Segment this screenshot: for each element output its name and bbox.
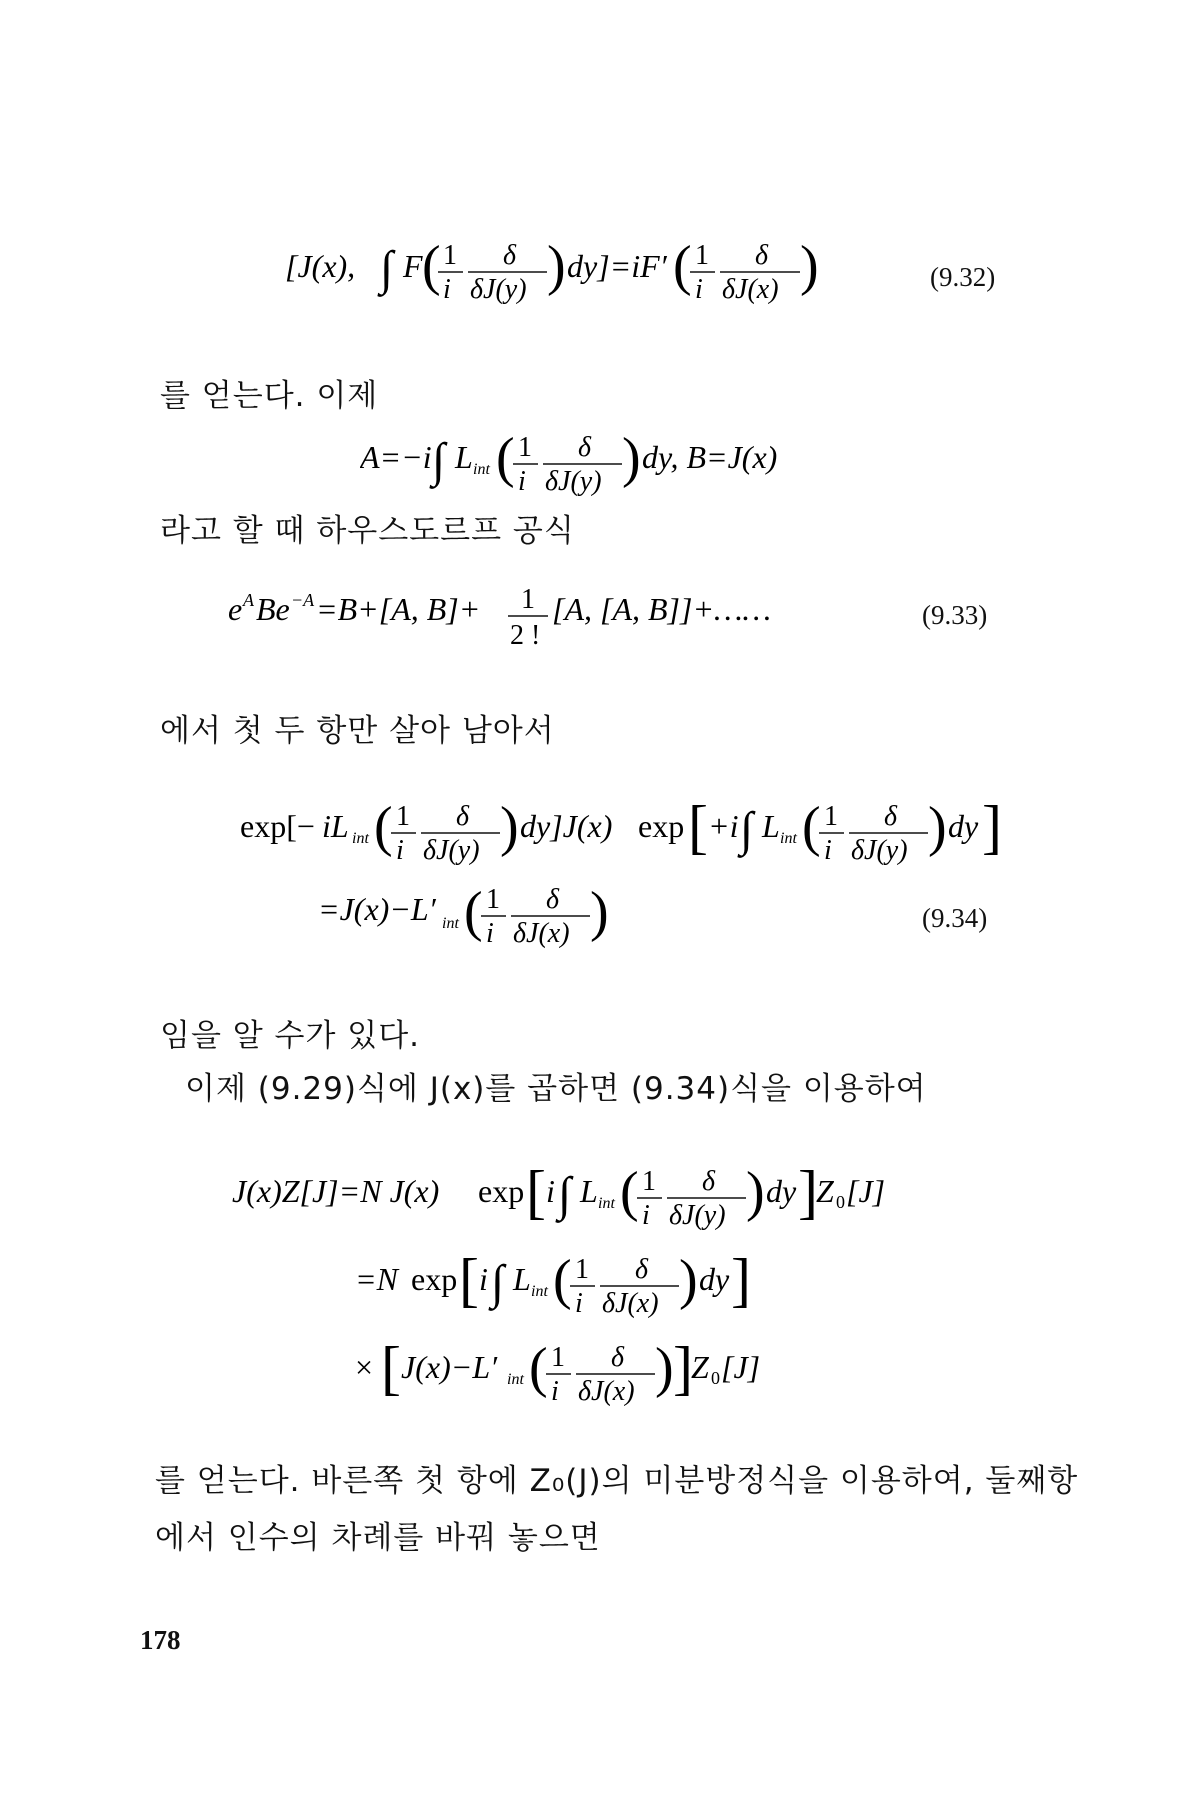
svg-text:dy, B=J(x): dy, B=J(x) <box>642 439 778 475</box>
svg-text:]: ] <box>673 1335 693 1401</box>
svg-text:J(x)−L′: J(x)−L′ <box>401 1349 498 1385</box>
equation-a-b-definition <box>360 418 830 508</box>
svg-text:δJ(y): δJ(y) <box>470 274 527 305</box>
svg-text:): ) <box>679 1249 698 1311</box>
svg-text:=J(x)−L′: =J(x)−L′ <box>318 891 436 927</box>
equation-number-9-33: (9.33) <box>922 600 988 630</box>
equation-9-34-line-1 <box>240 785 1010 880</box>
svg-text:1: 1 <box>486 884 500 915</box>
svg-text:): ) <box>655 1337 674 1399</box>
svg-text:δJ(x): δJ(x) <box>578 1376 635 1407</box>
svg-text:i: i <box>546 1173 555 1209</box>
svg-text:L: L <box>455 439 473 475</box>
svg-text:i: i <box>479 1261 488 1297</box>
equation-z-line-1 <box>232 1150 892 1245</box>
paragraph-text: 를 얻는다. 바른쪽 첫 항에 Z₀(J)의 미분방정식을 이용하여, 둘째항 <box>155 1463 1079 1499</box>
svg-text:(: ( <box>802 796 821 858</box>
svg-text:exp: exp <box>411 1261 458 1297</box>
svg-text:(: ( <box>496 427 515 489</box>
svg-text:1: 1 <box>521 584 535 615</box>
svg-text:i: i <box>551 1376 559 1407</box>
svg-text:i: i <box>575 1288 583 1319</box>
page-number: 178 <box>140 1625 181 1655</box>
svg-text:δ: δ <box>755 240 769 271</box>
svg-text:δJ(y): δJ(y) <box>423 835 480 866</box>
equation-9-32 <box>285 222 845 312</box>
svg-text:δ: δ <box>635 1254 649 1285</box>
svg-text:0: 0 <box>836 1192 845 1212</box>
paragraph-text: 이제 (9.29)식에 J(x)를 곱하면 (9.34)식을 이용하여 <box>185 1071 927 1107</box>
svg-text:Be: Be <box>256 591 290 627</box>
equation-number-9-32: (9.32) <box>930 262 996 292</box>
svg-text:1: 1 <box>575 1254 589 1285</box>
svg-text:J(x)Z[J]=N J(x): J(x)Z[J]=N J(x) <box>232 1173 440 1209</box>
svg-text:∫: ∫ <box>380 242 394 295</box>
svg-text:δ: δ <box>546 884 560 915</box>
svg-text:]: ] <box>982 794 1002 860</box>
svg-text:=N: =N <box>355 1261 398 1297</box>
svg-text:dy: dy <box>766 1173 797 1209</box>
svg-text:δJ(x): δJ(x) <box>602 1288 659 1319</box>
svg-text:): ) <box>800 235 819 297</box>
equation-z-line-3 <box>355 1326 775 1421</box>
svg-text:dy]=iF′: dy]=iF′ <box>567 248 667 284</box>
svg-text:δ: δ <box>503 240 517 271</box>
svg-text:Z: Z <box>816 1173 834 1209</box>
svg-text:(: ( <box>620 1161 639 1223</box>
svg-text:1: 1 <box>824 801 838 832</box>
svg-text:δ: δ <box>578 432 592 463</box>
svg-text:L: L <box>762 808 780 844</box>
svg-text:dy: dy <box>948 808 979 844</box>
svg-text:i: i <box>396 835 404 866</box>
svg-text:i: i <box>695 274 703 305</box>
svg-text:int: int <box>598 1195 615 1212</box>
svg-text:int: int <box>507 1371 524 1388</box>
svg-text:): ) <box>547 235 566 297</box>
svg-text:i: i <box>486 918 494 949</box>
svg-text:δ: δ <box>456 801 470 832</box>
svg-text:]: ] <box>798 1159 818 1225</box>
equation-9-33 <box>228 570 868 660</box>
svg-text:∫: ∫ <box>491 1256 505 1309</box>
paragraph-text: 를 얻는다. 이제 <box>160 378 379 414</box>
svg-text:1: 1 <box>443 240 457 271</box>
svg-text:exp: exp <box>638 808 685 844</box>
svg-text:): ) <box>928 796 947 858</box>
svg-text:1: 1 <box>396 801 410 832</box>
svg-text:[: [ <box>459 1247 479 1313</box>
svg-text:int: int <box>352 830 369 847</box>
svg-text:]: ] <box>731 1247 751 1313</box>
svg-text:L: L <box>580 1173 598 1209</box>
svg-text:=B+[A, B]+: =B+[A, B]+ <box>316 591 481 627</box>
svg-text:int: int <box>473 461 490 478</box>
svg-text:int: int <box>780 830 797 847</box>
svg-text:int: int <box>442 915 459 932</box>
svg-text:+i: +i <box>708 808 739 844</box>
svg-text:∫: ∫ <box>740 803 754 856</box>
svg-text:δJ(y): δJ(y) <box>851 835 908 866</box>
svg-text:i: i <box>518 466 526 497</box>
svg-text:δ: δ <box>702 1166 716 1197</box>
svg-text:2 !: 2 ! <box>510 620 541 651</box>
svg-text:i: i <box>642 1200 650 1231</box>
svg-text:(: ( <box>464 881 483 943</box>
svg-text:δJ(y): δJ(y) <box>669 1200 726 1231</box>
svg-text:∫: ∫ <box>558 1168 572 1221</box>
svg-text:F: F <box>403 248 423 284</box>
svg-text:iL: iL <box>322 808 349 844</box>
svg-text:): ) <box>622 427 641 489</box>
svg-text:[: [ <box>526 1159 546 1225</box>
paragraph-text: 에서 첫 두 항만 살아 남아서 <box>160 713 555 749</box>
svg-text:exp[−: exp[− <box>240 808 315 844</box>
paragraph-text: 에서 인수의 차례를 바꿔 놓으면 <box>155 1520 601 1556</box>
paragraph-text: 라고 할 때 하우스도르프 공식 <box>160 513 575 549</box>
svg-text:1: 1 <box>518 432 532 463</box>
svg-text:−A: −A <box>291 590 315 610</box>
svg-text:δ: δ <box>884 801 898 832</box>
svg-text:δ: δ <box>611 1342 625 1373</box>
svg-text:δJ(y): δJ(y) <box>545 466 602 497</box>
svg-text:i: i <box>824 835 832 866</box>
svg-text:1: 1 <box>642 1166 656 1197</box>
svg-text:): ) <box>746 1161 765 1223</box>
svg-text:1: 1 <box>551 1342 565 1373</box>
svg-text:(: ( <box>553 1249 572 1311</box>
svg-text:δJ(x): δJ(x) <box>513 918 570 949</box>
equation-9-34-line-2 <box>318 868 678 963</box>
svg-text:exp: exp <box>478 1173 525 1209</box>
paragraph-text: 임을 알 수가 있다. <box>160 1018 421 1054</box>
svg-text:[J]: [J] <box>721 1349 761 1385</box>
svg-text:L: L <box>513 1261 531 1297</box>
equation-z-line-2 <box>355 1238 775 1333</box>
svg-text:Z: Z <box>691 1349 709 1385</box>
svg-text:[J(x),: [J(x), <box>285 248 356 284</box>
svg-text:1: 1 <box>695 240 709 271</box>
svg-text:A=−i: A=−i <box>360 439 432 475</box>
svg-text:[J]: [J] <box>846 1173 886 1209</box>
svg-text:): ) <box>500 796 519 858</box>
svg-text:[: [ <box>688 794 708 860</box>
svg-text:(: ( <box>374 796 393 858</box>
svg-text:(: ( <box>529 1337 548 1399</box>
svg-text:×: × <box>355 1349 374 1385</box>
svg-text:∫: ∫ <box>432 434 446 487</box>
svg-text:(: ( <box>422 235 441 297</box>
svg-text:(: ( <box>673 235 692 297</box>
svg-text:int: int <box>531 1283 548 1300</box>
svg-text:e: e <box>228 591 243 627</box>
svg-text:[: [ <box>381 1335 401 1401</box>
equation-number-9-34: (9.34) <box>922 903 988 933</box>
svg-text:dy: dy <box>699 1261 730 1297</box>
svg-text:i: i <box>443 274 451 305</box>
svg-text:dy]J(x): dy]J(x) <box>520 808 613 844</box>
svg-text:0: 0 <box>711 1368 720 1388</box>
svg-text:A: A <box>243 590 254 610</box>
svg-text:δJ(x): δJ(x) <box>722 274 779 305</box>
svg-text:): ) <box>590 881 609 943</box>
svg-text:[A, [A, B]]+……: [A, [A, B]]+…… <box>552 591 771 627</box>
